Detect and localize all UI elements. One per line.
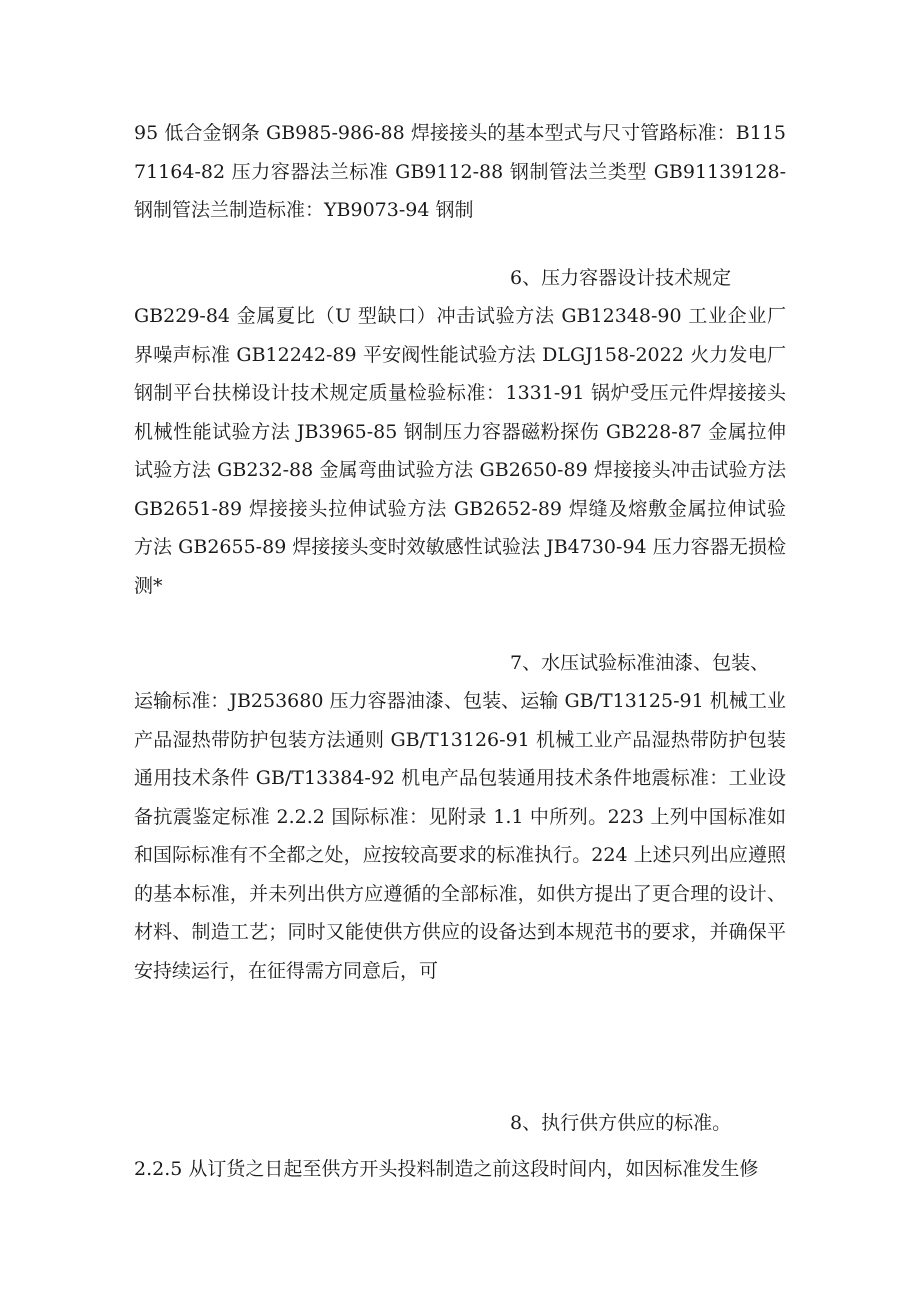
paragraph-section-7: 运输标准：JB253680 压力容器油漆、包装、运输 GB/T13125-91 机械工业产品湿热带防护包装方法通则 GB/T13126-91 机械工业产品湿热带防护包装通用技术条件 GB/T13384-92 机电产品包装通用技术条件地震标准：工业设备抗震鉴定标准 2.2.2 国际标准：见附录 1.1 中所列。223 上列中国标准如和国际标准有不全都之处，应按较高要求的标准执行。224 上述只列出应遵照的基本标准，并未列出供方应遵循的全部标准，如供方提出了更合理的设计、材料、制造工艺；同时又能使供方供应的设备达到本规范书的要求，并确保平安持续运行，在征得需方同意后，可 [134, 690, 786, 982]
paragraph-section-6: GB229-84 金属夏比（U 型缺口）冲击试验方法 GB12348-90 工业企业厂界噪声标准 GB12242-89 平安阀性能试验方法 DLGJ158-2022 火力发电厂钢制平台扶梯设计技术规定质量检验标准：1331-91 锅炉受压元件焊接接头机械性能试验方法 JB3965-85 钢制压力容器磁粉探伤 GB228-87 金属拉伸试验方法 GB232-88 金属弯曲试验方法 GB2650-89 焊接接头冲击试验方法 GB2651-89 焊接接头拉伸试验方法 GB2652-89 焊缝及熔敷金属拉伸试验方法 GB2655-89 焊接接头变时效敏感性试验法 JB4730-94 压力容器无损检测* [134, 305, 786, 597]
section-heading-8: 8、执行供方供应的标准。 [510, 1112, 732, 1134]
paragraph-section-8: 2.2.5 从订货之日起至供方开头投料制造之前这段时间内，如因标准发生修 [134, 1158, 759, 1180]
paragraph-intro: 95 低合金钢条 GB985-986-88 焊接接头的基本型式与尺寸管路标准：B11571164-82 压力容器法兰标准 GB9112-88 钢制管法兰类型 GB91139128-钢制管法兰制造标准：YB9073-94 钢制 [134, 122, 786, 221]
section-heading-7: 7、水压试验标准油漆、包装、 [510, 652, 770, 674]
section-heading-6: 6、压力容器设计技术规定 [510, 267, 732, 289]
